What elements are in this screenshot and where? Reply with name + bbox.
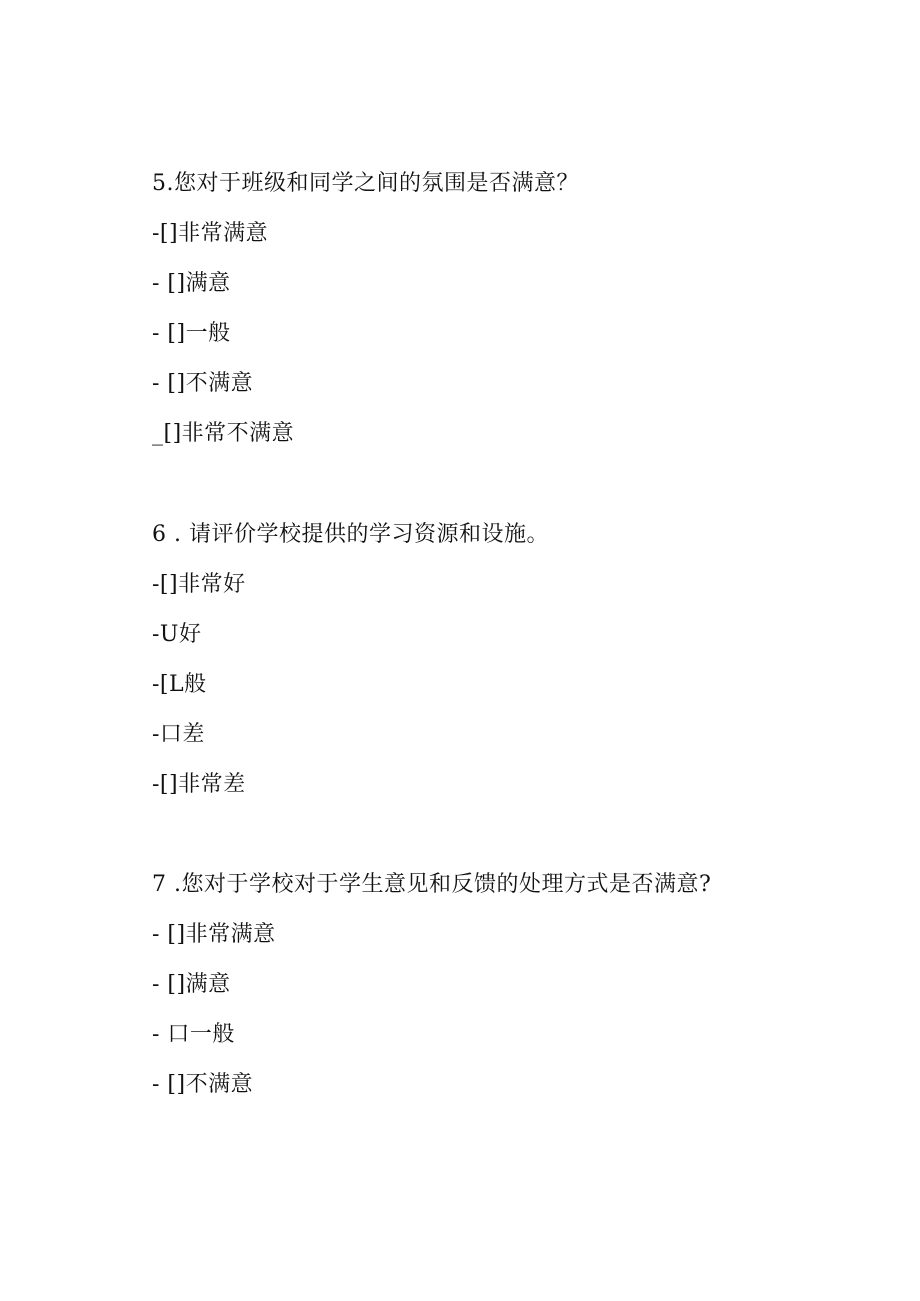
q7-option-unsatisfied: - []不满意 [152, 1072, 254, 1097]
question-6-title: 6 . 请评价学校提供的学习资源和设施。 [152, 522, 549, 547]
q5-option-very-unsatisfied: _[]非常不满意 [152, 421, 295, 446]
question-5-title: 5.您对于班级和同学之间的氛围是否满意？ [152, 171, 579, 196]
q7-option-very-satisfied: - []非常满意 [152, 922, 276, 947]
q6-option-very-good: -[]非常好 [152, 572, 246, 597]
q5-option-satisfied: - []满意 [152, 271, 231, 296]
q5-option-unsatisfied: - []不满意 [152, 371, 254, 396]
q7-option-satisfied: - []满意 [152, 972, 231, 997]
question-7-title: 7 .您对于学校对于学生意见和反馈的处理方式是否满意? [152, 872, 712, 897]
q6-option-average: -[L般 [152, 672, 207, 697]
q5-option-neutral: - []一般 [152, 321, 231, 346]
q7-option-neutral: - 口一般 [152, 1022, 235, 1047]
q5-option-very-satisfied: -[]非常满意 [152, 221, 269, 246]
q6-option-good: -U好 [152, 622, 202, 647]
q6-option-very-poor: -[]非常差 [152, 772, 246, 797]
q6-option-poor: -口差 [152, 722, 205, 747]
